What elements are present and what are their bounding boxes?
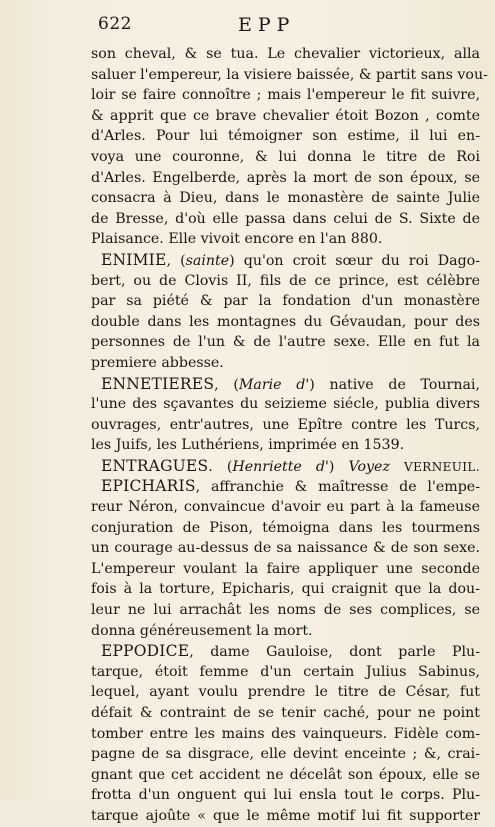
text-line	[91, 168, 480, 189]
text-line	[91, 785, 480, 806]
text-line	[91, 456, 480, 477]
text-run: Voyez	[348, 458, 390, 475]
text-run: donna généreusement la mort.	[91, 622, 313, 639]
text-run: Marie d'	[238, 376, 310, 393]
text-run: ) native de Tournai,	[309, 376, 480, 393]
text-run: frotta d'un onguent qui lui ensla tout le corps. Plu-	[91, 787, 480, 804]
text-line	[91, 641, 480, 662]
entry-headword: EPPODICE	[101, 642, 190, 661]
text-run: & apprit que ce brave chevalier étoit Bozon , comte	[91, 107, 480, 124]
text-line	[91, 250, 480, 271]
page-number: 622	[98, 14, 132, 34]
text-run: défait & contraint de se tenir caché, pour ne point	[91, 705, 480, 721]
text-line	[91, 476, 480, 497]
text-run: tarque ajoûte « que le même motif lui fit supporter	[91, 807, 480, 824]
text-run: pagne de sa disgrace, elle devint enceinte ; &, crai-	[91, 746, 480, 763]
text-run: les Juifs, les Luthériens, imprimée en 1539.	[91, 437, 405, 454]
text-run: ouvrages, entr'autres, une Epître contre les Turcs,	[91, 416, 480, 433]
text-run: par sa piété & par la fondation d'un monastère	[91, 293, 480, 310]
text-run: l'une des sçavantes du seizieme siécle, publia divers	[91, 396, 480, 413]
text-run: leur ne lui arrachât les noms de ses complices, se	[91, 602, 480, 619]
text-line	[91, 724, 480, 745]
text-run: voya une couronne, & lui donna le titre de Roi	[91, 148, 480, 165]
text-run: un courage au-dessus de sa naissance & de son sexe.	[91, 540, 480, 557]
text-run: gnant que cet accident ne décelât son époux, elle se	[91, 766, 480, 783]
text-run: de Bresse, d'où elle passa dans celui de S. Sixte de	[91, 210, 480, 227]
text-line	[91, 538, 480, 559]
text-line	[91, 497, 480, 518]
dictionary-text	[91, 44, 488, 827]
text-line	[91, 415, 480, 436]
text-line	[91, 332, 480, 353]
text-line	[91, 621, 480, 642]
text-run: fois à la torture, Epicharis, qui craignit que la dou-	[91, 581, 480, 598]
text-line	[91, 682, 480, 703]
text-line	[91, 744, 480, 765]
text-run: VERNEUIL.	[404, 459, 480, 474]
text-run: )	[328, 458, 349, 475]
text-line	[91, 559, 480, 580]
text-line	[91, 579, 480, 600]
entry-headword: ENIMIE	[101, 250, 167, 269]
text-run: . (	[208, 458, 233, 475]
text-run: lequel, ayant voulu prendre le titre de César, fut	[91, 684, 480, 701]
text-run: bert, ou de Clovis II, fils de ce prince, est célèbre	[91, 272, 480, 289]
text-line	[91, 703, 480, 724]
text-run: ) qu'on croit sœur du roi Dago-	[229, 252, 480, 269]
text-run: , (	[166, 252, 186, 269]
text-run: conjuration de Pison, témoigna dans les tourmens	[91, 519, 480, 536]
text-line	[91, 188, 480, 209]
text-run: reur Néron, convaincue d'avoir eu part à la fameuse	[91, 499, 480, 516]
text-run: sainte	[185, 252, 230, 269]
text-line	[91, 394, 480, 415]
text-line	[91, 106, 480, 127]
entry-headword: EPICHARIS	[101, 477, 196, 496]
text-run: d'Arles. Engelberde, après la mort de son époux, se	[91, 169, 480, 186]
text-run	[390, 459, 404, 475]
text-line	[91, 229, 480, 250]
text-line	[91, 209, 480, 230]
text-run: L'empereur voulant la faire appliquer une seconde	[91, 560, 480, 577]
text-run: saluer l'empereur, la visiere baissée, & partit sans vou-	[91, 66, 488, 83]
text-run: loir se faire connoître ; mais l'empereur le fit suivre,	[91, 87, 480, 104]
running-head: EPP	[238, 14, 296, 36]
text-line	[91, 435, 480, 456]
text-run: Plaisance. Elle vivoit encore en l'an 880.	[91, 231, 383, 248]
entry-headword: ENNETIERES	[101, 374, 215, 393]
text-line	[91, 518, 480, 539]
text-line	[91, 44, 480, 65]
text-run: premiere abbesse.	[91, 354, 224, 371]
text-run: double dans les montagnes du Gévaudan, pour des	[91, 313, 480, 330]
text-line	[91, 126, 480, 147]
text-line	[91, 65, 488, 86]
text-run: , dame Gauloise, dont parle Plu-	[189, 644, 480, 661]
text-run: d'Arles. Pour lui témoigner son estime, il lui en-	[91, 128, 480, 145]
text-run: personnes de l'un & de l'autre sexe. Elle en fut la	[91, 334, 480, 351]
text-line	[91, 374, 480, 395]
text-line	[91, 312, 480, 333]
text-line	[91, 85, 480, 106]
text-run: , (	[214, 376, 239, 393]
text-run: tarque, étoit femme d'un certain Julius Sabinus,	[91, 663, 480, 680]
text-run: , affranchie & maîtresse de l'empe-	[195, 479, 480, 496]
text-line	[91, 806, 480, 827]
text-run: son cheval, & se tua. Le chevalier victorieux, alla	[91, 46, 480, 62]
text-line	[91, 765, 480, 786]
page-header	[70, 14, 490, 46]
text-line	[91, 291, 480, 312]
text-line	[91, 353, 480, 374]
entry-headword: ENTRAGUES	[101, 456, 209, 475]
text-run: consacra à Dieu, dans le monastère de sainte Julie	[91, 190, 480, 207]
text-run: tomber entre les mains des vainqueurs. Fidèle com-	[91, 725, 480, 742]
text-line	[91, 662, 480, 683]
text-run: Henriette d'	[232, 458, 329, 475]
text-line	[91, 600, 480, 621]
text-line	[91, 147, 480, 168]
text-line	[91, 271, 480, 292]
